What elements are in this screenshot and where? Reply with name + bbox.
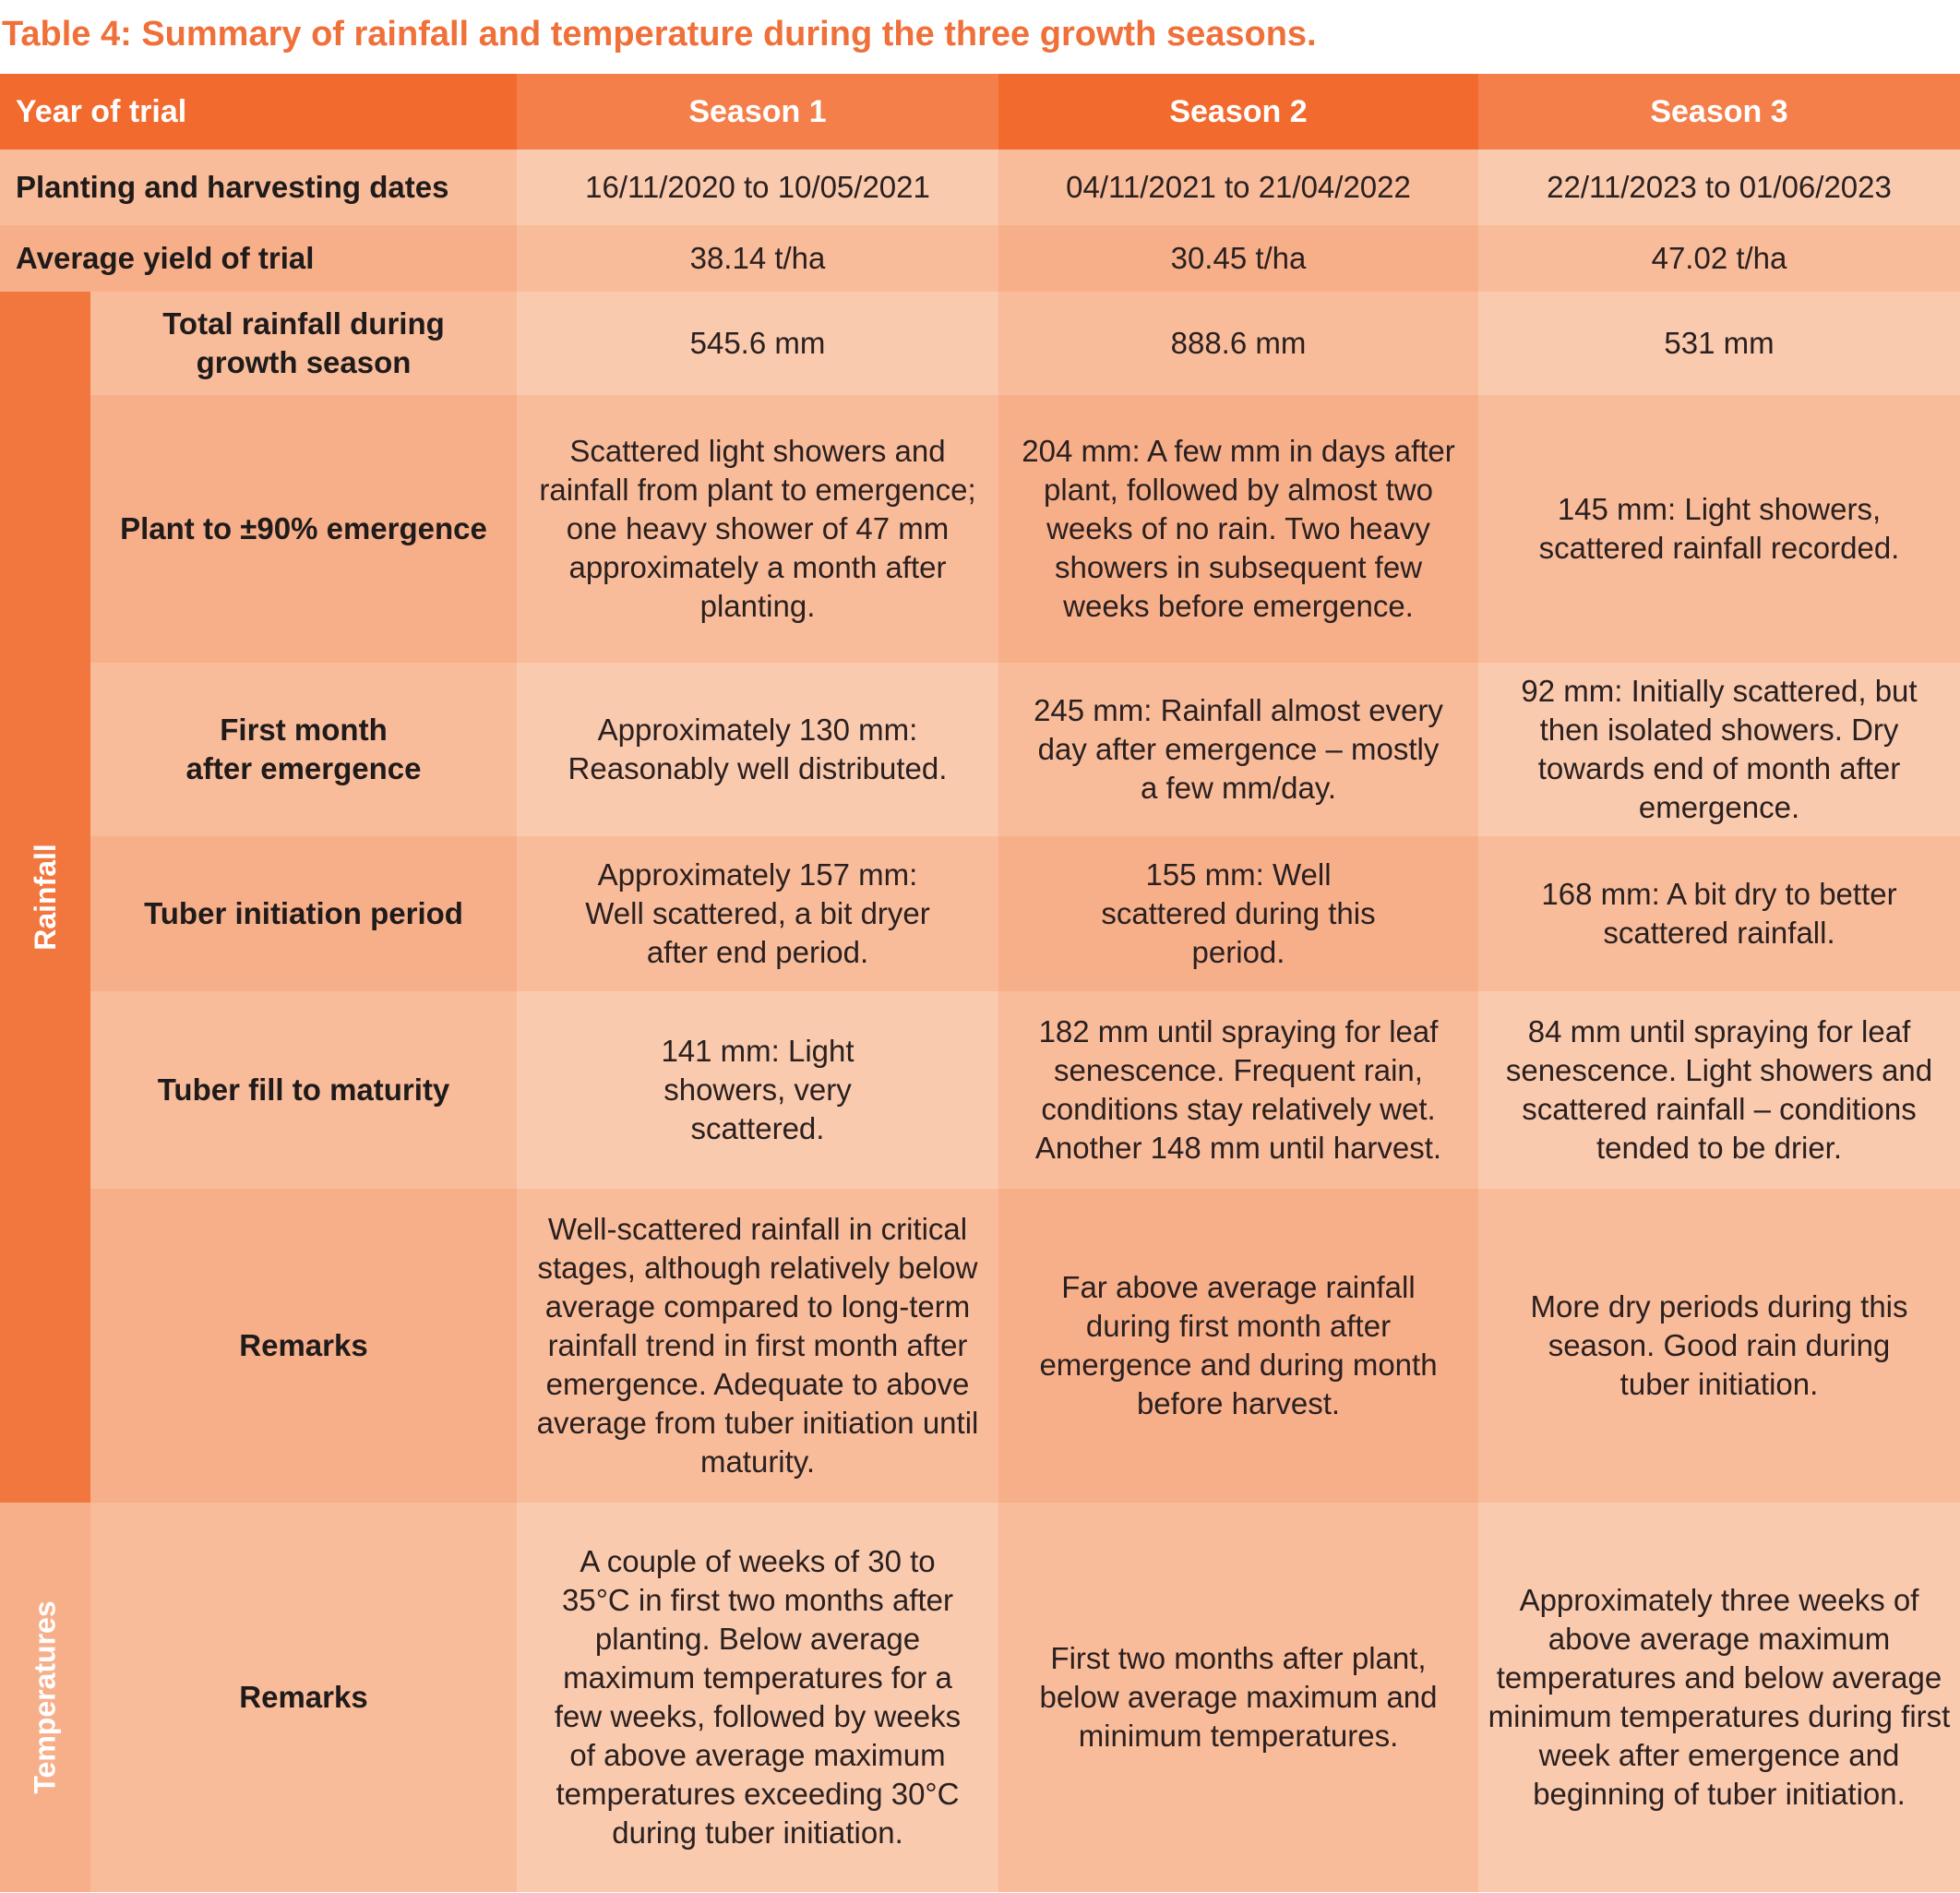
row-label-dates: Planting and harvesting dates bbox=[0, 150, 517, 225]
header-year-of-trial: Year of trial bbox=[0, 74, 517, 150]
temperature-remarks-season-1: A couple of weeks of 30 to 35°C in first two months after planting. Below average maximum temperatures for a few weeks, followed by weeks of above average maximum temperatures exceeding 30°C during tuber initiation. bbox=[517, 1503, 998, 1892]
row-label-temperature-remarks: Remarks bbox=[90, 1503, 517, 1892]
tuber-initiation-season-3: 168 mm: A bit dry to better scattered rainfall. bbox=[1478, 836, 1960, 991]
first-month-season-2: 245 mm: Rainfall almost every day after emergence – mostly a few mm/day. bbox=[998, 663, 1478, 836]
emergence-season-3: 145 mm: Light showers, scattered rainfall recorded. bbox=[1478, 395, 1960, 663]
row-label-yield: Average yield of trial bbox=[0, 225, 517, 292]
dates-season-3: 22/11/2023 to 01/06/2023 bbox=[1478, 150, 1960, 225]
row-label-tuber-fill: Tuber fill to maturity bbox=[90, 991, 517, 1189]
rainfall-remarks-season-1: Well-scattered rainfall in critical stages, although relatively below average compared to long-term rainfall trend in first month after emergence. Adequate to above average from tuber initiation until maturity. bbox=[517, 1189, 998, 1503]
emergence-season-1: Scattered light showers and rainfall from plant to emergence; one heavy shower of 47 mm approximately a month after planting. bbox=[517, 395, 998, 663]
yield-season-2: 30.45 t/ha bbox=[998, 225, 1478, 292]
header-season-1: Season 1 bbox=[517, 74, 998, 150]
table-caption: Table 4: Summary of rainfall and temperature during the three growth seasons. bbox=[2, 15, 1317, 54]
temperature-remarks-season-2: First two months after plant, below average maximum and minimum temperatures. bbox=[998, 1503, 1478, 1892]
total-rainfall-season-3: 531 mm bbox=[1478, 292, 1960, 395]
temperature-remarks-season-3: Approximately three weeks of above average maximum temperatures and below average minimum temperatures during first week after emergence and beginning of tuber initiation. bbox=[1478, 1503, 1960, 1892]
emergence-season-2: 204 mm: A few mm in days after plant, followed by almost two weeks of no rain. Two heavy showers in subsequent few weeks before emergence. bbox=[998, 395, 1478, 663]
rainfall-label-text: Rainfall bbox=[29, 844, 63, 951]
yield-season-3: 47.02 t/ha bbox=[1478, 225, 1960, 292]
row-label-first-month: First month after emergence bbox=[90, 663, 517, 836]
group-label-rainfall bbox=[0, 292, 90, 1503]
group-label-temperatures bbox=[0, 1503, 90, 1892]
rainfall-temperature-table bbox=[0, 74, 1960, 1892]
row-label-total-rainfall: Total rainfall during growth season bbox=[90, 292, 517, 395]
tuber-fill-season-3: 84 mm until spraying for leaf senescence. Light showers and scattered rainfall – conditions tended to be drier. bbox=[1478, 991, 1960, 1189]
row-label-tuber-initiation: Tuber initiation period bbox=[90, 836, 517, 991]
temperatures-label-text: Temperatures bbox=[29, 1600, 63, 1794]
dates-season-1: 16/11/2020 to 10/05/2021 bbox=[517, 150, 998, 225]
dates-season-2: 04/11/2021 to 21/04/2022 bbox=[998, 150, 1478, 225]
tuber-fill-season-2: 182 mm until spraying for leaf senescence. Frequent rain, conditions stay relatively wet. Another 148 mm until harvest. bbox=[998, 991, 1478, 1189]
header-season-2: Season 2 bbox=[998, 74, 1478, 150]
rainfall-remarks-season-2: Far above average rainfall during first month after emergence and during month before harvest. bbox=[998, 1189, 1478, 1503]
total-rainfall-season-1: 545.6 mm bbox=[517, 292, 998, 395]
header-season-3: Season 3 bbox=[1478, 74, 1960, 150]
tuber-initiation-season-1: Approximately 157 mm: Well scattered, a bit dryer after end period. bbox=[517, 836, 998, 991]
rainfall-remarks-season-3: More dry periods during this season. Good rain during tuber initiation. bbox=[1478, 1189, 1960, 1503]
row-label-emergence: Plant to ±90% emergence bbox=[90, 395, 517, 663]
total-rainfall-season-2: 888.6 mm bbox=[998, 292, 1478, 395]
yield-season-1: 38.14 t/ha bbox=[517, 225, 998, 292]
tuber-fill-season-1: 141 mm: Light showers, very scattered. bbox=[517, 991, 998, 1189]
row-label-rainfall-remarks: Remarks bbox=[90, 1189, 517, 1503]
tuber-initiation-season-2: 155 mm: Well scattered during this period. bbox=[998, 836, 1478, 991]
first-month-season-3: 92 mm: Initially scattered, but then isolated showers. Dry towards end of month after emergence. bbox=[1478, 663, 1960, 836]
first-month-season-1: Approximately 130 mm: Reasonably well distributed. bbox=[517, 663, 998, 836]
